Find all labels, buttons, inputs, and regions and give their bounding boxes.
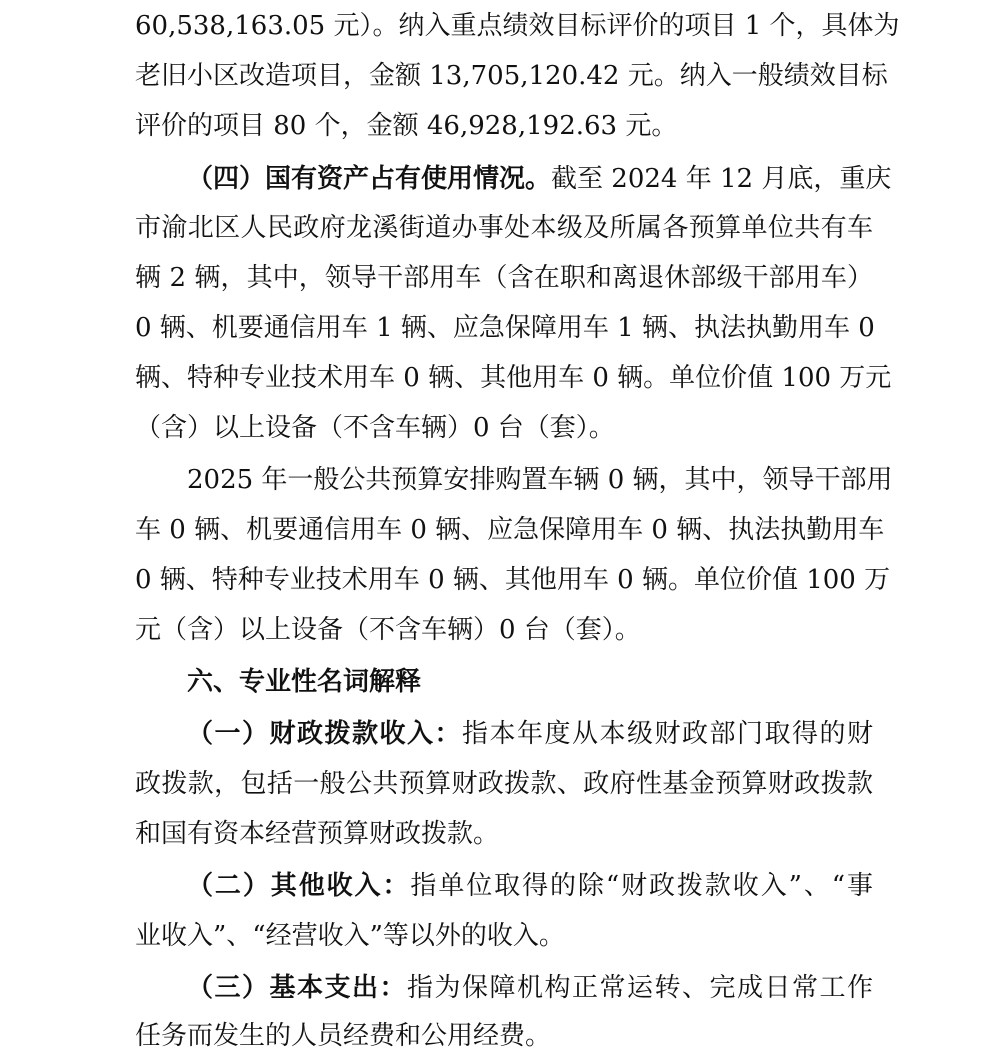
term-lead: （一）财政拨款收入： — [187, 719, 462, 749]
paragraph-line: 市渝北区人民政府龙溪街道办事处本级及所属各预算单位共有车 — [135, 213, 873, 243]
paragraph-line: 0 辆、机要通信用车 1 辆、应急保障用车 1 辆、执法执勤用车 0 — [135, 313, 875, 343]
term-first-line — [187, 970, 873, 1006]
paragraph-line: 政拨款，包括一般公共预算财政拨款、政府性基金预算财政拨款 — [135, 769, 873, 799]
paragraph-line: 车 0 辆、机要通信用车 0 辆、应急保障用车 0 辆、执法执勤用车 — [135, 515, 885, 545]
paragraph-line: 2025 年一般公共预算安排购置车辆 0 辆，其中，领导干部用 — [187, 465, 893, 495]
paragraph-line: 辆、特种专业技术用车 0 辆、其他用车 0 辆。单位价值 100 万元 — [135, 363, 892, 393]
paragraph-text: 截至 2024 年 12 月底，重庆 — [551, 164, 892, 194]
paragraph-line: 业收入”、“经营收入”等以外的收入。 — [135, 921, 565, 951]
paragraph-lead: （四）国有资产占有使用情况。 — [187, 164, 552, 194]
term-text: 指为保障机构正常运转、完成日常工作 — [407, 973, 873, 1003]
paragraph-line: 任务而发生的人员经费和公用经费。 — [135, 1021, 552, 1051]
term-first-line — [187, 868, 873, 904]
term-first-line — [187, 716, 873, 752]
paragraph-line: 辆 2 辆，其中，领导干部用车（含在职和离退休部级干部用车） — [135, 263, 873, 293]
paragraph-line: 0 辆、特种专业技术用车 0 辆、其他用车 0 辆。单位价值 100 万 — [135, 565, 891, 595]
paragraph-line: 评价的项目 80 个，金额 46,928,192.63 元。 — [135, 111, 678, 141]
term-text: 指本年度从本级财政部门取得的财 — [462, 719, 873, 749]
term-lead: （三）基本支出： — [187, 973, 407, 1003]
paragraph-line: 60,538,163.05 元）。纳入重点绩效目标评价的项目 1 个，具体为 — [135, 11, 900, 41]
paragraph-line: 和国有资本经营预算财政拨款。 — [135, 819, 500, 849]
paragraph-line: 老旧小区改造项目，金额 13,705,120.42 元。纳入一般绩效目标 — [135, 61, 888, 91]
section-heading: 六、专业性名词解释 — [187, 667, 422, 697]
term-lead: （二）其他收入： — [187, 871, 411, 901]
paragraph-line: （含）以上设备（不含车辆）0 台（套）。 — [135, 413, 615, 443]
paragraph-line: 元（含）以上设备（不含车辆）0 台（套）。 — [135, 615, 641, 645]
paragraph-first-line — [187, 161, 892, 197]
term-text: 指单位取得的除“财政拨款收入”、“事 — [410, 871, 873, 901]
